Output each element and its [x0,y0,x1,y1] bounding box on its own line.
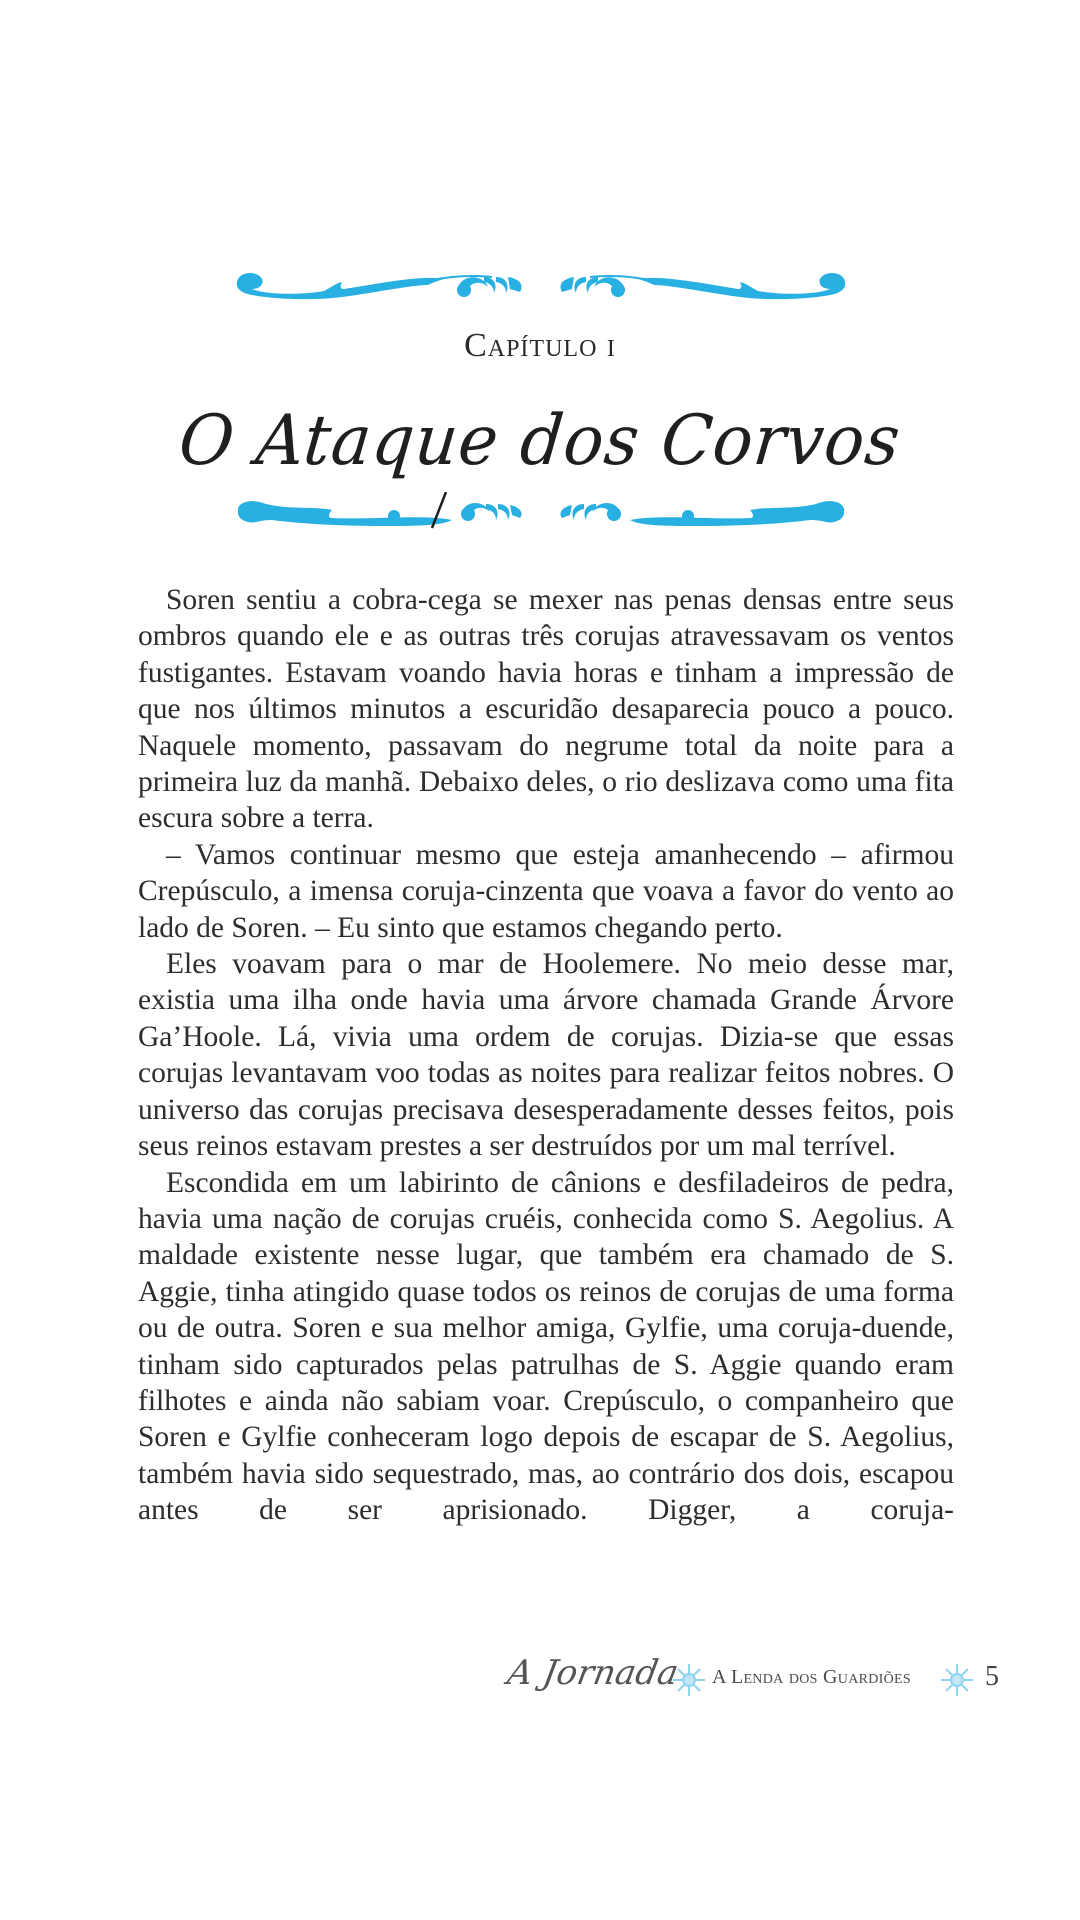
book-title: A Jornada [504,1653,682,1693]
flourish-ornament-icon [232,492,850,532]
page-number: 5 [985,1661,999,1692]
chapter-number-label: Capítulo i [464,327,616,364]
paragraph: Eles voavam para o mar de Hoolemere. No meio desse mar, existia uma ilha onde havia uma árvore chamada Grande Árvore Ga’Hoole. Lá, vivia uma ordem de corujas. Dizia-se que essas corujas levantavam voo todas as noites para realizar feitos nobres. O universo das corujas precisava desesperadamente desses feitos, pois seus reinos estavam prestes a ser destruídos por um mal terrível. [138,948,954,1163]
paragraph: – Vamos continuar mesmo que esteja amanhecendo – afirmou Crepúsculo, a imensa coruja-cinzenta que voava a favor do vento ao lado de Soren. – Eu sinto que estamos chegando perto. [138,838,954,944]
flourish-ornament-icon [232,265,850,305]
paragraph: Escondida em um labirinto de cânions e desfiladeiros de pedra, havia uma nação de corujas cruéis, conhecida como S. Aegolius. A maldade existente nesse lugar, que também era chamado de S. Aggie, tinha atingido quase todos os reinos de corujas de uma forma ou de outra. Soren e sua melhor amiga, Gylfie, uma coruja-duende, tinham sido capturados pelas patrulhas de S. Aggie quando eram filhotes e ainda não sabiam voar. Crepúsculo, o companheiro que Soren e Gylfie conheceram logo depois de escapar de S. Aegolius, também havia sido sequestrado, mas, ao contrário dos dois, escapou antes de ser aprisionado. Digger, a coruja- [138,1166,954,1527]
series-title: A Lenda dos Guardiões [712,1666,911,1688]
page-footer [0,1653,1080,1713]
snowflake-icon [940,1663,974,1697]
snowflake-icon [672,1663,706,1697]
chapter-title: O Ataque dos Corvos [175,400,905,481]
chapter-body-text [138,582,954,1529]
paragraph: Soren sentiu a cobra-cega se mexer nas penas densas entre seus ombros quando ele e as outras três corujas atravessavam os ventos fustigantes. Estavam voando havia horas e tinham a impressão de que nos últimos minutos a escuridão desaparecia pouco a pouco. Naquele momento, passavam do negrume total da noite para a primeira luz da manhã. Debaixo deles, o rio deslizava como uma fita escura sobre a terra. [138,584,954,835]
